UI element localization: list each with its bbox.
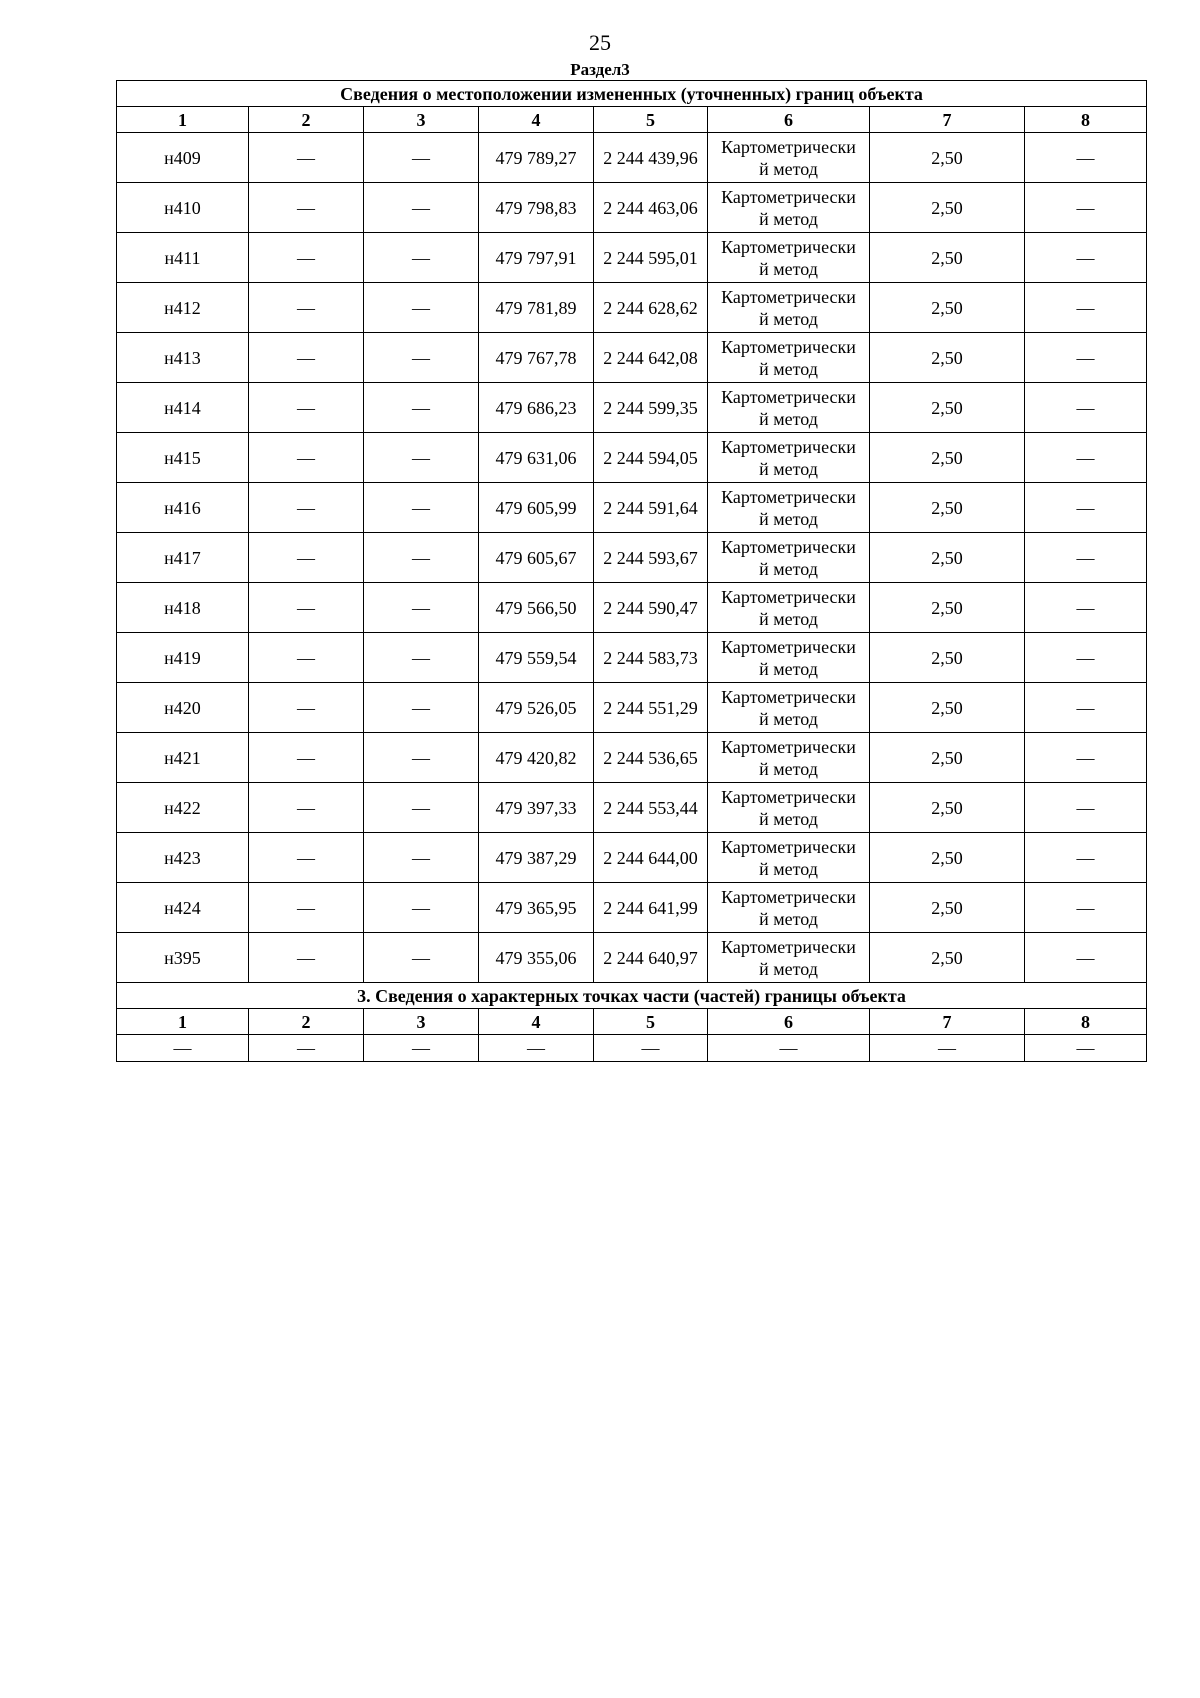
method-cell [708,583,870,633]
column-header: 4 [479,107,594,133]
cell-col-8: — [1025,783,1147,833]
cell-col-8: — [1025,183,1147,233]
method-line-2: й метод [759,858,818,879]
method-line-1: Картометрически [721,186,856,207]
cell-col-8: — [1025,483,1147,533]
column-header: 6 [708,1009,870,1035]
cell-col-3: — [364,533,479,583]
column-header: 1 [117,107,249,133]
x-coordinate-cell: 479 781,89 [479,283,594,333]
method-line-1: Картометрически [721,786,856,807]
accuracy-cell: 2,50 [870,783,1025,833]
y-coordinate-cell: 2 244 553,44 [594,783,708,833]
method-line-1: Картометрически [721,236,856,257]
cell-col-8: — [1025,233,1147,283]
x-coordinate-cell: 479 387,29 [479,833,594,883]
point-number-cell: н423 [117,833,249,883]
cell-col-2: — [249,133,364,183]
method-line-1: Картометрически [721,736,856,757]
point-number-cell: н410 [117,183,249,233]
cell-col-8: — [1025,583,1147,633]
method-cell [708,433,870,483]
method-line-1: Картометрически [721,336,856,357]
empty-cell: — [117,1035,249,1062]
cell-col-8: — [1025,133,1147,183]
cell-col-3: — [364,333,479,383]
cell-col-2: — [249,433,364,483]
method-line-1: Картометрически [721,586,856,607]
y-coordinate-cell: 2 244 590,47 [594,583,708,633]
column-header: 7 [870,1009,1025,1035]
table-row [117,733,1147,783]
x-coordinate-cell: 479 526,05 [479,683,594,733]
method-line-1: Картометрически [721,136,856,157]
y-coordinate-cell: 2 244 644,00 [594,833,708,883]
x-coordinate-cell: 479 420,82 [479,733,594,783]
method-line-2: й метод [759,708,818,729]
table-row [117,683,1147,733]
table-row [117,433,1147,483]
method-line-2: й метод [759,808,818,829]
empty-cell: — [479,1035,594,1062]
x-coordinate-cell: 479 559,54 [479,633,594,683]
method-cell [708,133,870,183]
column-header: 2 [249,107,364,133]
accuracy-cell: 2,50 [870,133,1025,183]
cell-col-2: — [249,783,364,833]
table2-title: 3. Сведения о характерных точках части (частей) границы объекта [117,983,1147,1009]
y-coordinate-cell: 2 244 599,35 [594,383,708,433]
method-line-2: й метод [759,208,818,229]
accuracy-cell: 2,50 [870,333,1025,383]
table-row [117,483,1147,533]
cell-col-2: — [249,583,364,633]
method-cell [708,333,870,383]
point-number-cell: н414 [117,383,249,433]
point-number-cell: н416 [117,483,249,533]
method-cell [708,633,870,683]
point-number-cell: н420 [117,683,249,733]
section-label: Раздел3 [570,60,630,79]
accuracy-cell: 2,50 [870,933,1025,983]
method-cell [708,383,870,433]
column-header: 7 [870,107,1025,133]
method-line-2: й метод [759,608,818,629]
method-cell [708,733,870,783]
cell-col-8: — [1025,733,1147,783]
cell-col-3: — [364,483,479,533]
column-header: 8 [1025,1009,1147,1035]
x-coordinate-cell: 479 605,67 [479,533,594,583]
cell-col-8: — [1025,683,1147,733]
method-line-1: Картометрически [721,536,856,557]
cell-col-2: — [249,733,364,783]
cell-col-2: — [249,233,364,283]
method-cell [708,783,870,833]
column-header: 6 [708,107,870,133]
point-number-cell: н395 [117,933,249,983]
table-row [117,1035,1147,1062]
y-coordinate-cell: 2 244 551,29 [594,683,708,733]
cell-col-3: — [364,233,479,283]
table-row [117,833,1147,883]
method-line-1: Картометрически [721,636,856,657]
method-line-1: Картометрически [721,686,856,707]
y-coordinate-cell: 2 244 641,99 [594,883,708,933]
cell-col-3: — [364,283,479,333]
method-cell [708,883,870,933]
column-header: 4 [479,1009,594,1035]
accuracy-cell: 2,50 [870,483,1025,533]
method-line-2: й метод [759,158,818,179]
table1-title: Сведения о местоположении измененных (уточненных) границ объекта [117,81,1147,107]
y-coordinate-cell: 2 244 591,64 [594,483,708,533]
x-coordinate-cell: 479 631,06 [479,433,594,483]
column-header: 5 [594,1009,708,1035]
page-number: 25 [589,30,611,55]
table2-header-row [117,1009,1147,1035]
boundary-coordinates-table [116,80,1147,1062]
method-line-2: й метод [759,658,818,679]
column-header: 3 [364,107,479,133]
cell-col-8: — [1025,533,1147,583]
accuracy-cell: 2,50 [870,833,1025,883]
cell-col-3: — [364,383,479,433]
cell-col-8: — [1025,933,1147,983]
point-number-cell: н421 [117,733,249,783]
accuracy-cell: 2,50 [870,233,1025,283]
x-coordinate-cell: 479 686,23 [479,383,594,433]
method-line-1: Картометрически [721,936,856,957]
table-row [117,883,1147,933]
table2-title-row [117,983,1147,1009]
accuracy-cell: 2,50 [870,533,1025,583]
x-coordinate-cell: 479 789,27 [479,133,594,183]
table-row [117,133,1147,183]
column-header: 8 [1025,107,1147,133]
column-header: 5 [594,107,708,133]
table-row [117,283,1147,333]
empty-cell: — [594,1035,708,1062]
y-coordinate-cell: 2 244 463,06 [594,183,708,233]
method-cell [708,483,870,533]
cell-col-8: — [1025,333,1147,383]
cell-col-2: — [249,283,364,333]
cell-col-3: — [364,783,479,833]
cell-col-2: — [249,533,364,583]
point-number-cell: н409 [117,133,249,183]
x-coordinate-cell: 479 798,83 [479,183,594,233]
method-line-2: й метод [759,958,818,979]
cell-col-3: — [364,883,479,933]
empty-cell: — [708,1035,870,1062]
table-row [117,383,1147,433]
y-coordinate-cell: 2 244 595,01 [594,233,708,283]
x-coordinate-cell: 479 797,91 [479,233,594,283]
method-line-1: Картометрически [721,836,856,857]
table1-title-row [117,81,1147,107]
point-number-cell: н417 [117,533,249,583]
table-body [117,81,1147,1062]
method-cell [708,233,870,283]
accuracy-cell: 2,50 [870,433,1025,483]
cell-col-8: — [1025,383,1147,433]
method-cell [708,833,870,883]
accuracy-cell: 2,50 [870,383,1025,433]
point-number-cell: н424 [117,883,249,933]
cell-col-2: — [249,483,364,533]
method-line-2: й метод [759,408,818,429]
point-number-cell: н415 [117,433,249,483]
cell-col-8: — [1025,633,1147,683]
cell-col-8: — [1025,833,1147,883]
method-line-1: Картометрически [721,436,856,457]
cell-col-3: — [364,633,479,683]
point-number-cell: н411 [117,233,249,283]
cell-col-3: — [364,683,479,733]
accuracy-cell: 2,50 [870,183,1025,233]
method-cell [708,683,870,733]
table-row [117,333,1147,383]
cell-col-3: — [364,133,479,183]
cell-col-3: — [364,833,479,883]
x-coordinate-cell: 479 355,06 [479,933,594,983]
empty-cell: — [364,1035,479,1062]
cell-col-8: — [1025,883,1147,933]
cell-col-3: — [364,433,479,483]
cell-col-2: — [249,933,364,983]
point-number-cell: н422 [117,783,249,833]
empty-cell: — [1025,1035,1147,1062]
point-number-cell: н419 [117,633,249,683]
x-coordinate-cell: 479 605,99 [479,483,594,533]
method-line-2: й метод [759,258,818,279]
method-cell [708,183,870,233]
cell-col-3: — [364,583,479,633]
y-coordinate-cell: 2 244 593,67 [594,533,708,583]
cell-col-2: — [249,683,364,733]
cell-col-3: — [364,183,479,233]
cell-col-2: — [249,883,364,933]
method-line-1: Картометрически [721,886,856,907]
x-coordinate-cell: 479 397,33 [479,783,594,833]
point-number-cell: н413 [117,333,249,383]
cell-col-3: — [364,733,479,783]
table-row [117,583,1147,633]
empty-cell: — [870,1035,1025,1062]
cell-col-2: — [249,183,364,233]
x-coordinate-cell: 479 767,78 [479,333,594,383]
x-coordinate-cell: 479 365,95 [479,883,594,933]
x-coordinate-cell: 479 566,50 [479,583,594,633]
y-coordinate-cell: 2 244 642,08 [594,333,708,383]
method-line-2: й метод [759,308,818,329]
accuracy-cell: 2,50 [870,583,1025,633]
table-row [117,233,1147,283]
y-coordinate-cell: 2 244 536,65 [594,733,708,783]
y-coordinate-cell: 2 244 628,62 [594,283,708,333]
empty-cell: — [249,1035,364,1062]
method-line-1: Картометрически [721,386,856,407]
table-row [117,633,1147,683]
column-header: 1 [117,1009,249,1035]
y-coordinate-cell: 2 244 439,96 [594,133,708,183]
accuracy-cell: 2,50 [870,283,1025,333]
method-cell [708,933,870,983]
cell-col-8: — [1025,433,1147,483]
y-coordinate-cell: 2 244 594,05 [594,433,708,483]
method-line-2: й метод [759,458,818,479]
column-header: 3 [364,1009,479,1035]
point-number-cell: н412 [117,283,249,333]
cell-col-2: — [249,333,364,383]
y-coordinate-cell: 2 244 640,97 [594,933,708,983]
cell-col-2: — [249,383,364,433]
cell-col-3: — [364,933,479,983]
table-row [117,783,1147,833]
cell-col-2: — [249,633,364,683]
method-line-1: Картометрически [721,286,856,307]
accuracy-cell: 2,50 [870,883,1025,933]
method-line-2: й метод [759,508,818,529]
method-line-1: Картометрически [721,486,856,507]
accuracy-cell: 2,50 [870,733,1025,783]
cell-col-2: — [249,833,364,883]
method-line-2: й метод [759,758,818,779]
method-line-2: й метод [759,908,818,929]
method-cell [708,533,870,583]
table1-header-row [117,107,1147,133]
table-row [117,533,1147,583]
method-cell [708,283,870,333]
cell-col-8: — [1025,283,1147,333]
accuracy-cell: 2,50 [870,633,1025,683]
accuracy-cell: 2,50 [870,683,1025,733]
table-row [117,183,1147,233]
point-number-cell: н418 [117,583,249,633]
table-row [117,933,1147,983]
y-coordinate-cell: 2 244 583,73 [594,633,708,683]
column-header: 2 [249,1009,364,1035]
method-line-2: й метод [759,558,818,579]
method-line-2: й метод [759,358,818,379]
